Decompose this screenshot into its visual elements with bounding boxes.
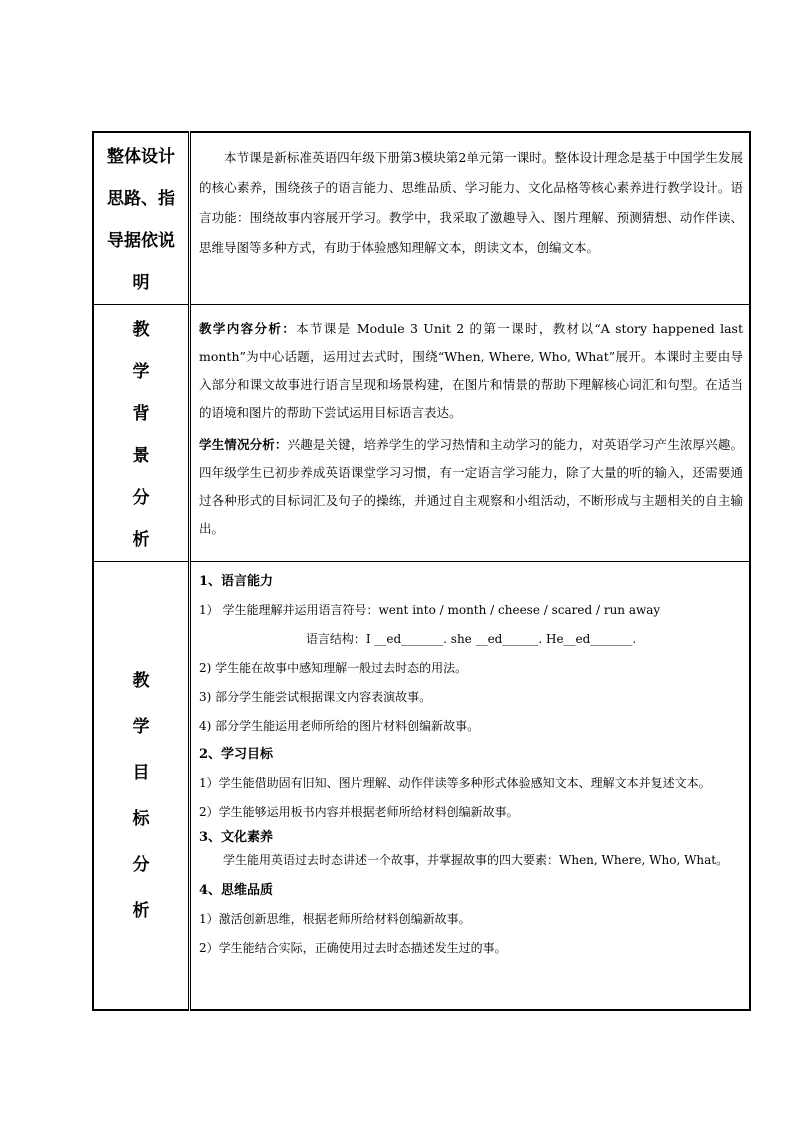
student-analysis-text: 兴趣是关键，培养学生的学习热情和主动学习的能力，对英语学习产生浓厚兴趣。四年级学生已初步养成英语课堂学习习惯，有一定语言学习能力，除了大量的听的输入，还需要通过各种形式的目标词汇及句子的操练，并通过自主观察和小组活动，不断形成与主题相关的自主输出。 — [199, 437, 743, 536]
table-row — [93, 305, 750, 562]
list-item: 学生能用英语过去时态讲述一个故事，并掌握故事的四大要素：When, Where, Who, What。 — [223, 853, 729, 867]
label-char: 析 — [132, 901, 150, 921]
list-item: 1） 学生能理解并运用语言符号：went into / month / cheese / scared / run away — [199, 603, 661, 617]
label-char: 学 — [132, 717, 150, 737]
content-analysis-title: 教学内容分析： — [199, 321, 297, 336]
list-item: 2) 学生能在故事中感知理解一般过去时态的用法。 — [199, 661, 468, 675]
label-line: 明 — [132, 273, 150, 293]
label-char: 标 — [132, 809, 150, 829]
section-title: 2、学习目标 — [199, 747, 274, 762]
section-title: 1、语言能力 — [199, 574, 274, 589]
lesson-plan-table — [92, 131, 751, 1011]
label-char: 背 — [132, 404, 150, 424]
content-analysis — [191, 305, 749, 431]
row-label — [94, 305, 188, 561]
list-item: 3) 部分学生能尝试根据课文内容表演故事。 — [199, 690, 432, 704]
table-row — [93, 132, 750, 305]
row-label — [94, 562, 188, 934]
label-char: 分 — [132, 488, 150, 508]
student-analysis — [191, 431, 749, 547]
list-item: 语言结构：I __ed_______. she __ed______. He__ed_______. — [305, 632, 637, 646]
label-char: 析 — [132, 530, 150, 550]
row-content-cell — [190, 562, 751, 1011]
student-analysis-title: 学生情况分析： — [199, 437, 288, 452]
row-label — [94, 133, 188, 304]
list-item: 2）学生能够运用板书内容并根据老师所给材料创编新故事。 — [199, 805, 519, 819]
table-row — [93, 562, 750, 1011]
row-label-cell — [93, 562, 190, 1011]
design-description: 本节课是新标准英语四年级下册第3模块第2单元第一课时。整体设计理念是基于中国学生发展的核心素养，围绕孩子的语言能力、思维品质、学习能力、文化品格等核心素养进行教学设计。语言功能：围绕故事内容展开学习。教学中，我采取了激趣导入、图片理解、预测猜想、动作伴读、思维导图等多种方式，有助于体验感知理解文本，朗读文本，创编文本。 — [199, 150, 743, 255]
row-content-cell — [190, 132, 751, 305]
row-label-cell — [93, 132, 190, 305]
row-label-cell — [93, 305, 190, 562]
label-char: 学 — [132, 362, 150, 382]
label-line: 思路、指 — [107, 189, 175, 209]
row-content-cell — [190, 305, 751, 562]
section-title: 3、文化素养 — [199, 830, 274, 845]
label-char: 教 — [132, 671, 150, 691]
list-item: 4) 部分学生能运用老师所给的图片材料创编新故事。 — [199, 719, 480, 733]
label-char: 景 — [132, 446, 150, 466]
objectives — [191, 562, 749, 967]
label-line: 导据依说 — [107, 231, 175, 251]
list-item: 1）学生能借助固有旧知、图片理解、动作伴读等多种形式体验感知文本、理解文本并复述文本。 — [199, 776, 711, 790]
label-line: 整体设计 — [107, 147, 175, 167]
label-char: 分 — [132, 855, 150, 875]
section-title: 4、思维品质 — [199, 883, 274, 898]
label-char: 目 — [132, 763, 150, 783]
list-item: 1）激活创新思维，根据老师所给材料创编新故事。 — [199, 912, 471, 926]
label-char: 教 — [132, 320, 150, 340]
content-analysis-text: 本节课是 Module 3 Unit 2 的第一课时，教材以“A story happened last month”为中心话题，运用过去式时，围绕“When, Where, Who, What”展开。本课时主要由导入部分和课文故事进行语言呈现和场景构建，在图片和情景的帮助下理解核心词汇和句型。在适当的语境和图片的帮助下尝试运用目标语言表达。 — [199, 321, 743, 420]
list-item: 2）学生能结合实际，正确使用过去时态描述发生过的事。 — [199, 941, 507, 955]
